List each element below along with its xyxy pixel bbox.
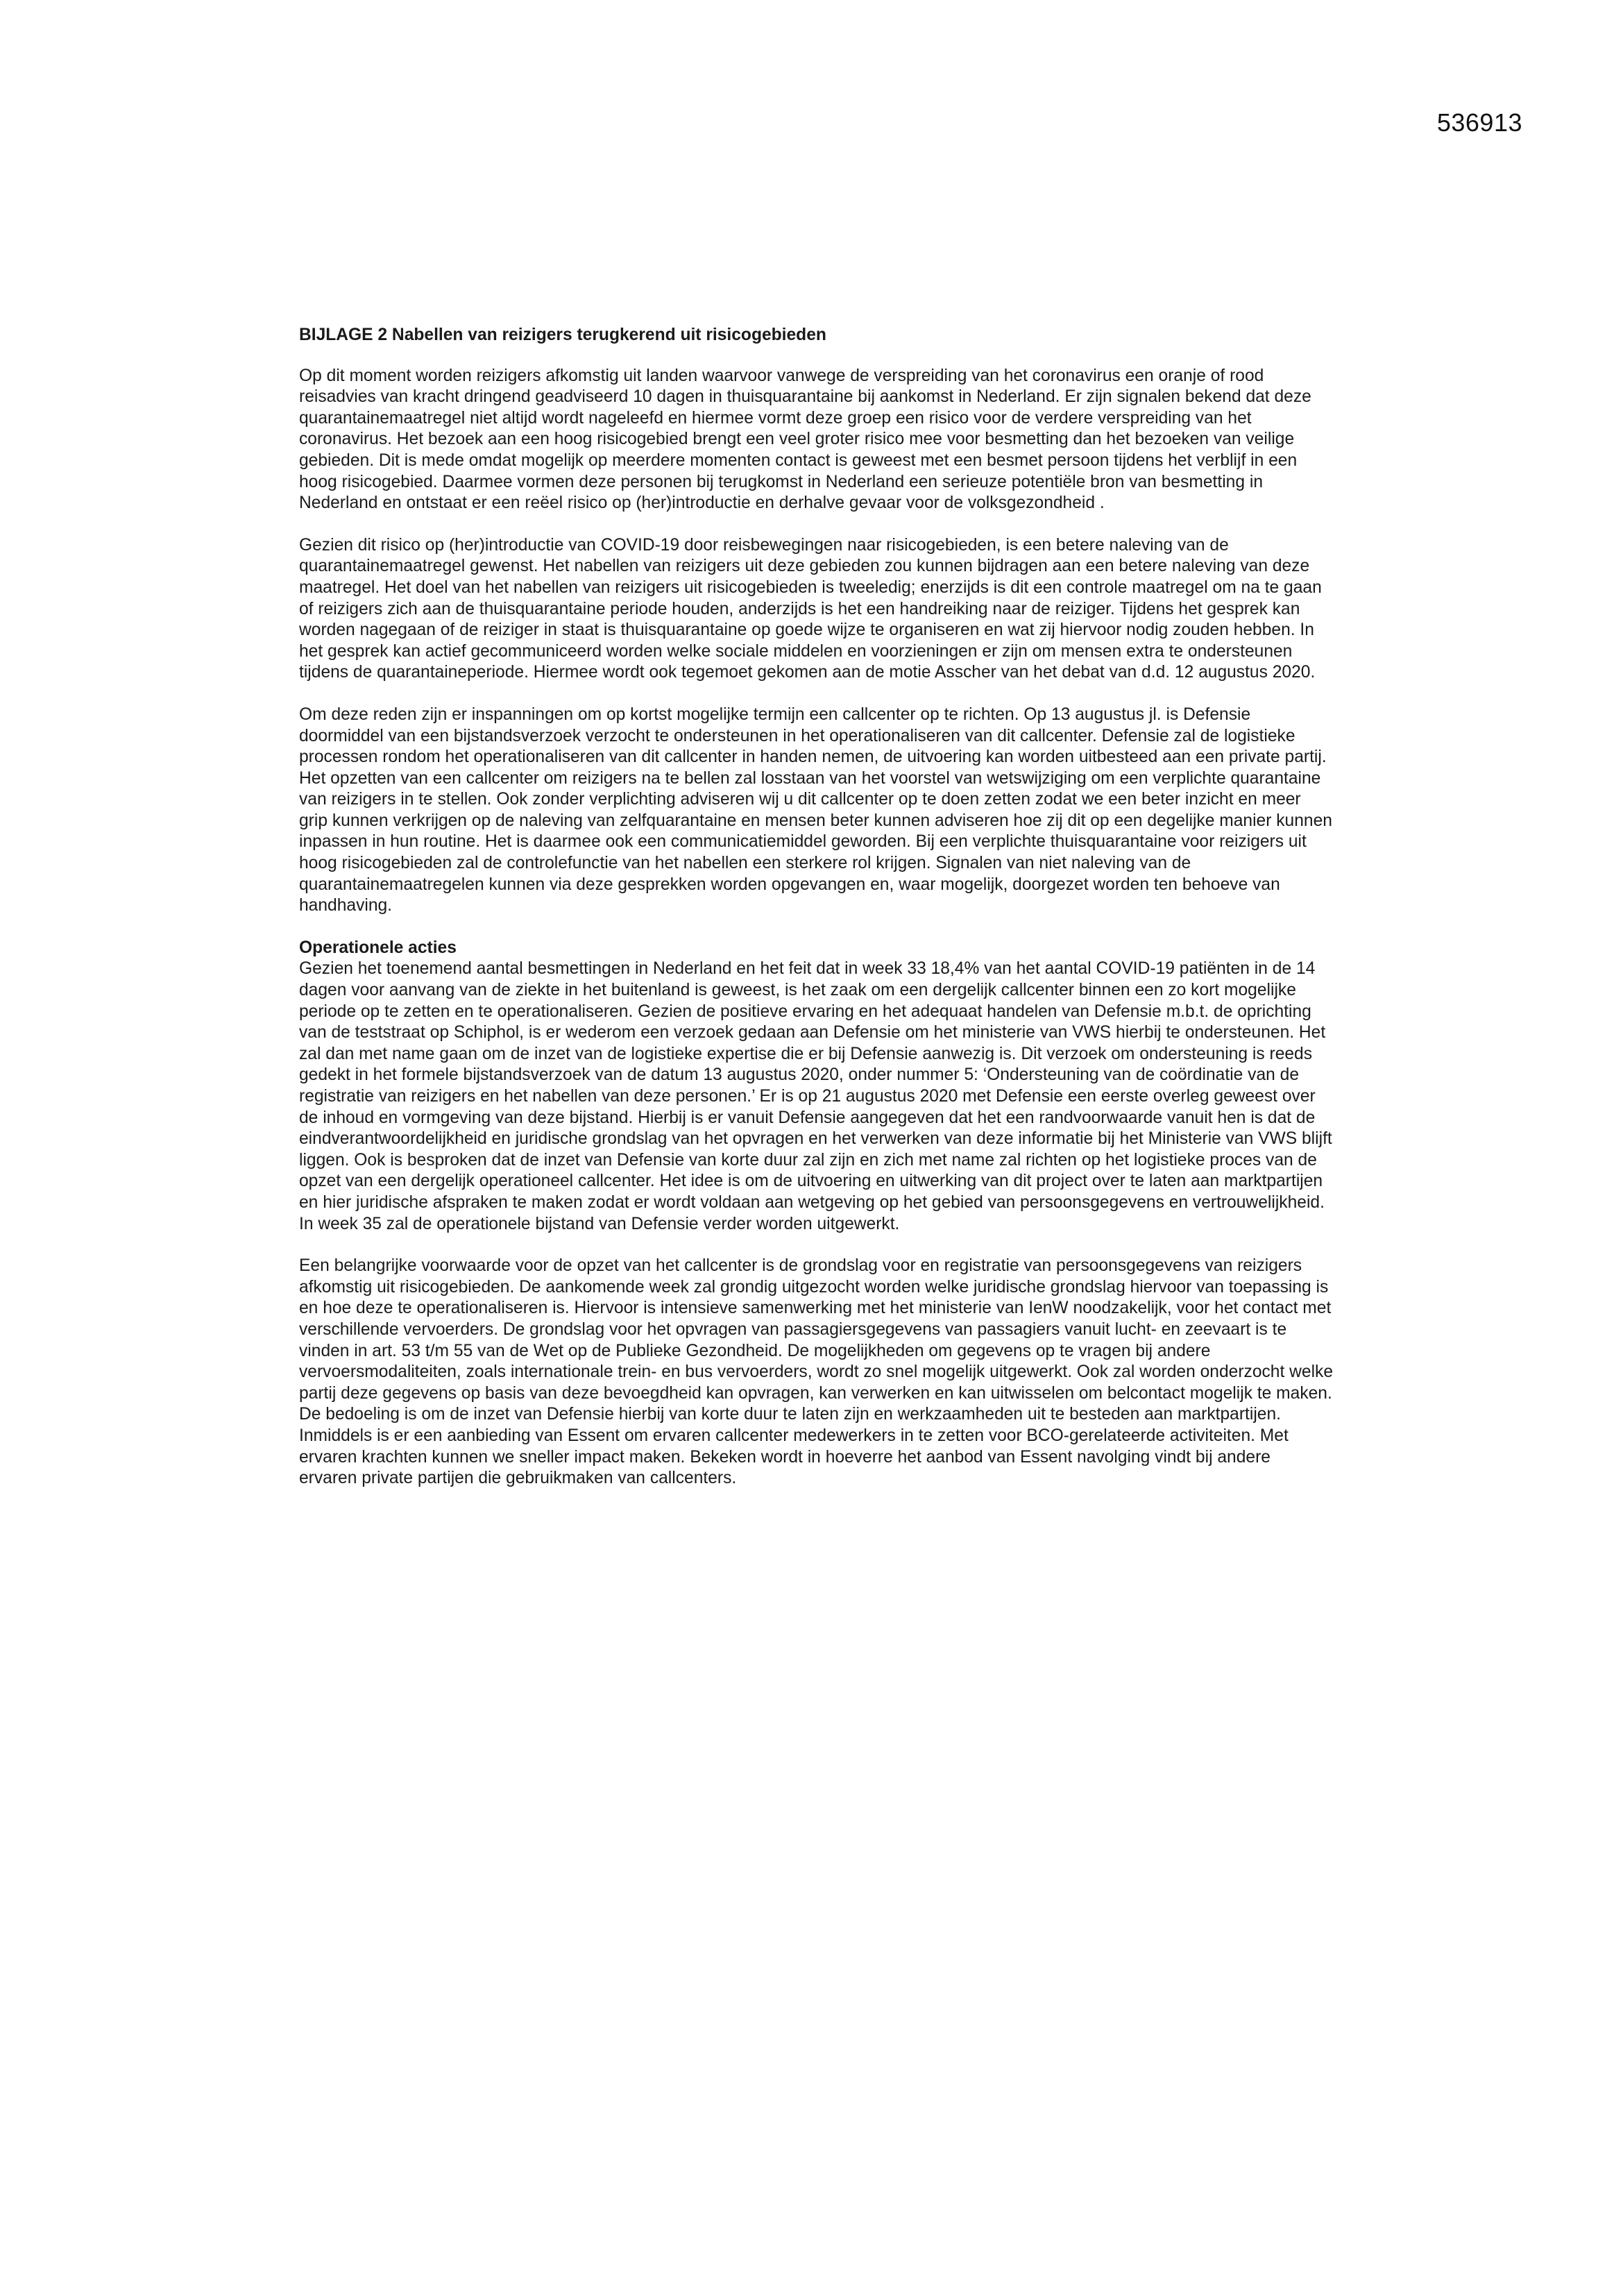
document-title: BIJLAGE 2 Nabellen van reizigers terugkerend uit risicogebieden — [299, 326, 826, 344]
document-number: 536913 — [1436, 108, 1522, 137]
document-body — [299, 325, 1333, 1510]
paragraph: Om deze reden zijn er inspanningen om op kortst mogelijke termijn een callcenter op te richten. Op 13 augustus jl. is Defensie doormiddel van een bijstandsverzoek verzocht te ondersteunen in het operationaliseren van dit callcenter. Defensie zal de logistieke processen rondom het operationaliseren van dit callcenter in handen nemen, de uitvoering kan worden uitbesteed aan een private partij. Het opzetten van een callcenter om reizigers na te bellen zal losstaan van het voorstel van wetswijziging om een verplichte quarantaine van reizigers in te stellen. Ook zonder verplichting adviseren wij u dit callcenter op te doen zetten zodat we een beter inzicht en meer grip kunnen verkrijgen op de naleving van zelfquarantaine en mensen beter kunnen adviseren hoe zij dit op een degelijke manier kunnen inpassen in hun routine. Het is daarmee ook een communicatiemiddel geworden. Bij een verplichte thuisquarantaine voor reizigers uit hoog risicogebieden zal de controlefunctie van het nabellen een sterkere rol krijgen. Signalen van niet naleving van de quarantainemaatregelen kunnen via deze gesprekken worden opgevangen en, waar mogelijk, doorgezet worden ten behoeve van handhaving. — [299, 704, 1332, 915]
paragraph: Een belangrijke voorwaarde voor de opzet van het callcenter is de grondslag voor en registratie van persoonsgegevens van reizigers afkomstig uit risicogebieden. De aankomende week zal grondig uitgezocht worden welke juridische grondslag hiervoor van toepassing is en hoe deze te operationaliseren is. Hiervoor is intensieve samenwerking met het ministerie van IenW noodzakelijk, voor het contact met verschillende vervoerders. De grondslag voor het opvragen van passagiersgegevens van passagiers vanuit lucht- en zeevaart is te vinden in art. 53 t/m 55 van de Wet op de Publieke Gezondheid. De mogelijkheden om gegevens op te vragen bij andere vervoersmodaliteiten, zoals internationale trein- en bus vervoerders, wordt zo snel mogelijk uitgewerkt. Ook zal worden onderzocht welke partij deze gegevens op basis van deze bevoegdheid kan opvragen, kan verwerken en kan uitwisselen om belcontact mogelijk te maken. De bedoeling is om de inzet van Defensie hierbij van korte duur te laten zijn en werkzaamheden uit te besteden aan marktpartijen. Inmiddels is er een aanbieding van Essent om ervaren callcenter medewerkers in te zetten voor BCO-gerelateerde activiteiten. Met ervaren krachten kunnen we sneller impact maken. Bekeken wordt in hoeverre het aanbod van Essent navolging vindt bij andere ervaren private partijen die gebruikmaken van callcenters. — [299, 1256, 1334, 1488]
paragraph: Gezien het toenemend aantal besmettingen in Nederland en het feit dat in week 33 18,4% van het aantal COVID-19 patiënten in de 14 dagen voor aanvang van de ziekte in het buitenland is geweest, is het zaak om een dergelijk callcenter binnen een zo kort mogelijke periode op te zetten en te operationaliseren. Gezien de positieve ervaring en het adequaat handelen van Defensie m.b.t. de oprichting van de teststraat op Schiphol, is er wederom een verzoek gedaan aan Defensie om het ministerie van VWS hierbij te ondersteunen. Het zal dan met name gaan om de inzet van de logistieke expertise die er bij Defensie aanwezig is. Dit verzoek om ondersteuning is reeds gedekt in het formele bijstandsverzoek van de datum 13 augustus 2020, onder nummer 5: ‘Ondersteuning van de coördinatie van de registratie van reizigers en het nabellen van deze personen.’ Er is op 21 augustus 2020 met Defensie een eerste overleg geweest over de inhoud en vormgeving van deze bijstand. Hierbij is er vanuit Defensie aangegeven dat het een randvoorwaarde vanuit hen is dat de eindverantwoordelijkheid en juridische grondslag van het opvragen en het verwerken van deze informatie bij het Ministerie van VWS blijft liggen. Ook is besproken dat de inzet van Defensie van korte duur zal zijn en zich met name zal richten op het logistieke proces van de opzet van een dergelijk operationeel callcenter. Het idee is om de uitvoering en uitwerking van dit project over te laten aan marktpartijen en hier juridische afspraken te maken zodat er wordt voldaan aan wetgeving op het gebied van persoonsgegevens en vertrouwelijkheid. In week 35 zal de operationele bijstand van Defensie verder worden uitgewerkt. — [299, 959, 1332, 1233]
section-heading: Operationele acties — [299, 938, 457, 957]
paragraph: Gezien dit risico op (her)introductie van COVID-19 door reisbewegingen naar risicogebieden, is een betere naleving van de quarantainemaatregel gewenst. Het nabellen van reizigers uit deze gebieden zou kunnen bijdragen aan een betere naleving van deze maatregel. Het doel van het nabellen van reizigers uit risicogebieden is tweeledig; enerzijds is dit een controle maatregel om na te gaan of reizigers zich aan de thuisquarantaine periode houden, anderzijds is het een handreiking naar de reiziger. Tijdens het gesprek kan worden nagegaan of de reiziger in staat is thuisquarantaine op goede wijze te organiseren en wat zij hiervoor nodig zouden hebben. In het gesprek kan actief gecommuniceerd worden welke sociale middelen en voorzieningen er zijn om mensen extra te ondersteunen tijdens de quarantaineperiode. Hiermee wordt ook tegemoet gekomen aan de motie Asscher van het debat van d.d. 12 augustus 2020. — [299, 535, 1322, 682]
paragraph: Op dit moment worden reizigers afkomstig uit landen waarvoor vanwege de verspreiding van het coronavirus een oranje of rood reisadvies van kracht dringend geadviseerd 10 dagen in thuisquarantaine bij aankomst in Nederland. Er zijn signalen bekend dat deze quarantainemaatregel niet altijd wordt nageleefd en hiermee vormt deze groep een risico voor de verdere verspreiding van het coronavirus. Het bezoek aan een hoog risicogebied brengt een veel groter risico mee voor besmetting dan het bezoeken van veilige gebieden. Dit is mede omdat mogelijk op meerdere momenten contact is geweest met een besmet persoon tijdens het verblijf in een hoog risicogebied. Daarmee vormen deze personen bij terugkomst in Nederland een serieuze potentiële bron van besmetting in Nederland en ontstaat er een reëel risico op (her)introductie en derhalve gevaar voor de volksgezondheid . — [299, 366, 1311, 513]
